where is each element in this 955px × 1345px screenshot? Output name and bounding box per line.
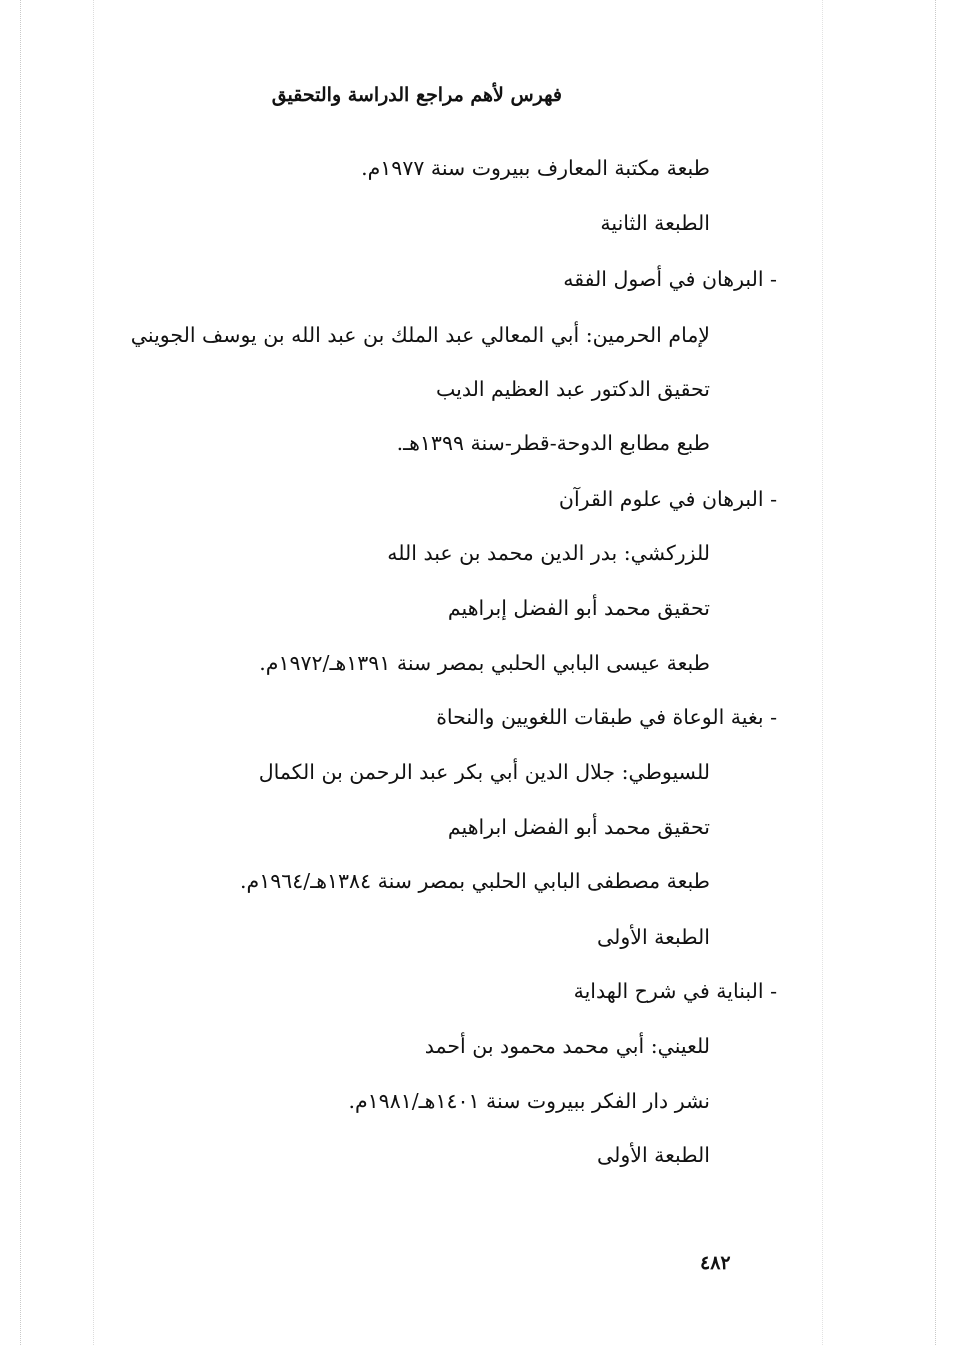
bibliography-line: لإمام الحرمين: أبي المعالي عبد الملك بن عبد الله بن يوسف الجويني [130,323,710,347]
bibliography-line: الطبعة الأولى [597,925,710,949]
bibliography-line: تحقيق محمد أبو الفضل إبراهيم [447,596,710,620]
scan-artifact-rule [822,0,823,1345]
bibliography-line: طبعة مصطفى البابي الحلبي بمصر سنة ١٣٨٤هـ/١٩٦٤م. [240,869,710,893]
bibliography-line: الطبعة الأولى [597,1143,710,1167]
bibliography-line: طبعة مكتبة المعارف ببيروت سنة ١٩٧٧م. [361,156,710,180]
bibliography-entry-title: - بغية الوعاة في طبقات اللغويين والنحاة [436,705,777,729]
bibliography-line: للزركشي: بدر الدين محمد بن عبد الله [387,541,710,565]
bibliography-line: للعيني: أبي محمد محمود بن أحمد [424,1034,710,1058]
page-number: ٤٨٢ [700,1252,731,1274]
bibliography-line: تحقيق الدكتور عبد العظيم الديب [436,377,710,401]
bibliography-entry-title: - البرهان في علوم القرآن [558,487,777,511]
bibliography-line: طبعة عيسى البابي الحلبي بمصر سنة ١٣٩١هـ/١٩٧٢م. [259,651,710,675]
bibliography-line: تحقيق محمد أبو الفضل ابراهيم [447,815,710,839]
bibliography-line: نشر دار الفكر ببيروت سنة ١٤٠١هـ/١٩٨١م. [348,1089,710,1113]
bibliography-line: طبع مطابع الدوحة-قطر-سنة ١٣٩٩هـ. [396,431,710,455]
bibliography-line: الطبعة الثانية [600,211,710,235]
bibliography-entry-title: - البناية في شرح الهداية [573,979,777,1003]
bibliography-entry-title: - البرهان في أصول الفقه [563,267,777,291]
running-header: فهرس لأهم مراجع الدراسة والتحقيق [271,84,562,106]
scan-artifact-rule [93,0,94,1345]
scan-artifact-rule [20,0,21,1345]
scan-artifact-rule [935,0,936,1345]
bibliography-line: للسيوطي: جلال الدين أبي بكر عبد الرحمن بن الكمال [258,760,710,784]
